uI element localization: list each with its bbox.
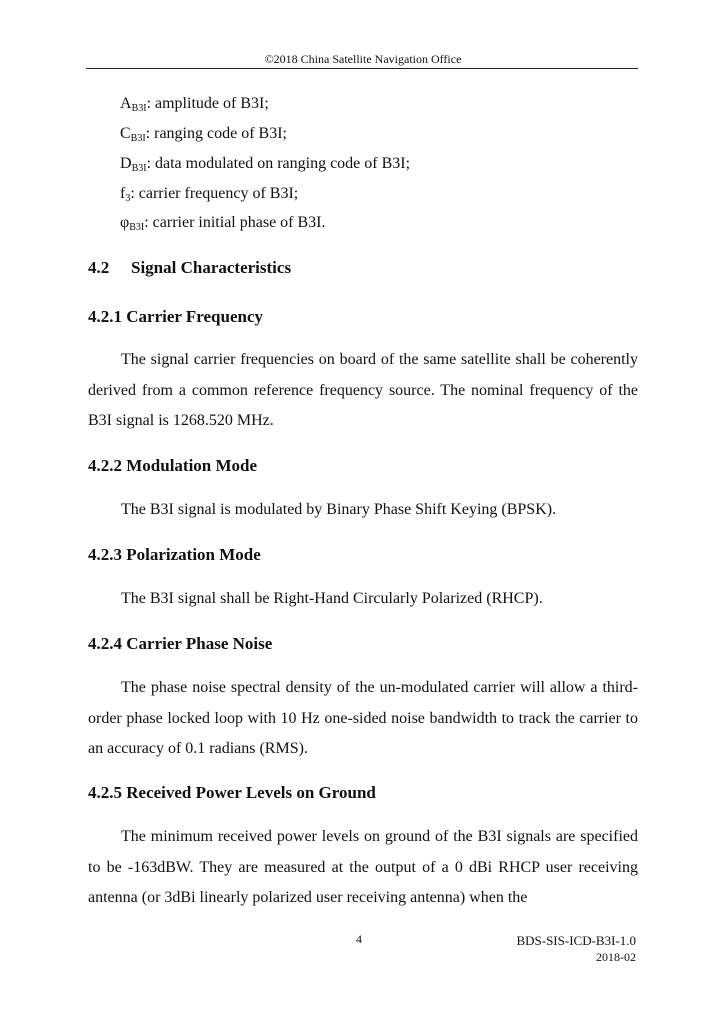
paragraph-modulation-mode: The B3I signal is modulated by Binary Phase Shift Keying (BPSK). [121,501,557,518]
subsection-heading-carrier-phase-noise: 4.2.4 Carrier Phase Noise [88,634,273,653]
definition-subscript: 3 [125,193,131,204]
page-header: ©2018 China Satellite Navigation Office [264,52,462,66]
paragraph-carrier-frequency: The signal carrier frequencies on board of the same satellite shall be coherently derived from a common reference frequency source. The nominal frequency of the B3I signal is 1268.520 MHz. [88,351,638,429]
definition-text: : data modulated on ranging code of B3I; [146,155,411,172]
definition-amplitude [120,94,269,116]
subsection-heading-polarization-mode: 4.2.3 Polarization Mode [88,545,261,564]
section-number: 4.2 [88,258,110,277]
definition-subscript: B3I [131,103,147,114]
definition-symbol: C [120,125,131,142]
paragraph-carrier-phase-noise: The phase noise spectral density of the un-modulated carrier will allow a third-order phase locked loop with 10 Hz one-sided noise bandwidth to track the carrier to an accuracy of 0.1 radians (RMS). [88,679,638,757]
definition-symbol: f [120,185,126,202]
definition-text: : carrier initial phase of B3I. [144,214,326,231]
subsection-heading-carrier-frequency: 4.2.1 Carrier Frequency [88,307,263,326]
definition-data [120,154,410,176]
definition-subscript: B3I [129,222,145,233]
section-title: Signal Characteristics [131,258,292,277]
definition-text: : amplitude of B3I; [146,95,269,112]
document-id: BDS-SIS-ICD-B3I-1.0 [516,933,636,948]
definition-ranging-code [120,124,287,146]
definition-symbol: A [120,95,132,112]
definition-subscript: B3I [131,163,147,174]
definition-subscript: B3I [130,133,146,144]
definition-carrier-frequency [120,184,298,206]
definition-text: : ranging code of B3I; [145,125,287,142]
section-heading [88,257,291,279]
page-number: 4 [356,932,362,946]
subsection-heading-received-power: 4.2.5 Received Power Levels on Ground [88,783,376,802]
definition-symbol: φ [120,214,130,231]
header-divider [86,68,638,69]
paragraph-received-power: The minimum received power levels on ground of the B3I signals are specified to be -163dBW. They are measured at the output of a 0 dBi RHCP user receiving antenna (or 3dBi linearly polarized user receiving antenna) when the [88,828,638,906]
definition-initial-phase [120,213,326,235]
document-date: 2018-02 [596,950,636,964]
subsection-heading-modulation-mode: 4.2.2 Modulation Mode [88,456,258,475]
definition-text: : carrier frequency of B3I; [130,185,299,202]
paragraph-polarization-mode: The B3I signal shall be Right-Hand Circularly Polarized (RHCP). [121,590,543,607]
definition-symbol: D [120,155,132,172]
